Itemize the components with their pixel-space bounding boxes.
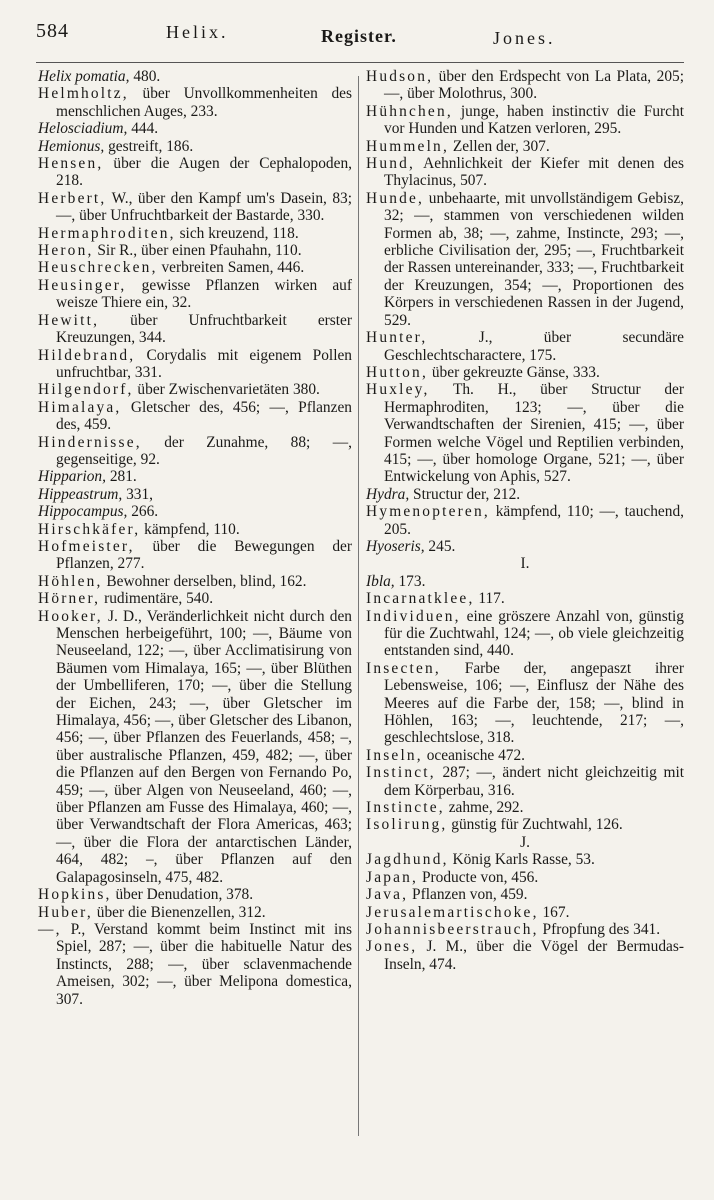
entry-headword: Jagdhund, [366,851,449,869]
index-entry [38,312,352,347]
entry-text: Structur der, 212. [409,485,521,503]
index-entry [366,921,684,938]
entry-headword: Hummeln, [366,137,450,155]
entry-headword: —, [38,920,62,938]
index-entry [38,277,352,312]
entry-headword: Hunter, [366,329,428,347]
index-entry [38,921,352,1008]
index-entry [366,103,684,138]
entry-headword: Herbert, [38,189,107,207]
entry-headword: Hydra, [366,485,410,503]
entry-headword: Hopkins, [38,886,112,904]
entry-headword: Hutton, [366,363,429,381]
index-entry [366,68,684,103]
entry-headword: Hildebrand, [38,346,136,364]
entry-text: W., über den Kampf um's Dasein, 83; —, über Unfruchtbarkeit der Bastarde, 330. [56,189,352,225]
entry-text: über die Bewegungen der Pflanzen, 277. [56,537,352,573]
index-entry [366,747,684,764]
entry-text: P., Verstand kommt beim Instinct mit ins Spiel, 287; —, über die habituelle Natur des Instincts, 288; —, über sclavenmachende Ameisen, 302; —, über Melipona domestica, 307. [56,920,352,1008]
entry-text: Sir R., über einen Pfauhahn, 110. [93,242,302,260]
entry-text: gestreift, 186. [104,137,194,155]
index-entry [366,816,684,833]
index-entry [38,190,352,225]
entry-text: über Zwischenvarietäten 380. [133,381,320,399]
index-entry [366,799,684,816]
header-rule [36,62,684,63]
entry-text: Aehnlichkeit der Kiefer mit denen des Thylacinus, 507. [384,155,684,190]
index-entry [38,381,352,398]
entry-text: über die Augen der Cephalopoden, 218. [56,155,352,190]
entry-text: 245. [424,537,456,555]
index-entry [38,225,352,242]
entry-headword: Hilgendorf, [38,381,134,399]
entry-headword: Instinct, [366,764,436,782]
entry-text: kämpfend, 110; —, tauchend, 205. [384,503,684,538]
entry-headword: Helmholtz, [38,85,129,103]
entry-text: 331, [122,485,154,503]
entry-text: zahme, 292. [444,799,524,817]
index-entry [366,364,684,381]
index-entry [366,869,684,886]
entry-headword: Hyoseris, [366,537,425,555]
entry-text: Farbe der, angepaszt ihrer Lebensweise, 106; —, Einflusz der Nähe des Meeres auf die Farbe der, 158; —, blind in Höhlen, 163; —, leuchtende, 217; —, geschlechtslose, 318. [384,659,684,747]
entry-headword: Hippocampus, [38,503,128,521]
index-entry [38,347,352,382]
entry-headword: Heron, [38,242,94,260]
entry-text: Th. H., über Structur der Hermaphroditen, 123; —, über die Verwandtschaften der Sirenien, 415; —, über Formen welche Vögel und Reptilien verbinden, 415; —, über homologe Organe, 521; —, über Entwickelung von Aphis, 527. [384,381,684,486]
index-entry [38,68,352,85]
index-entry [366,764,684,799]
entry-headword: Hymenopteren, [366,503,490,521]
entry-text: 167. [538,903,570,921]
entry-headword: Hipparion, [38,468,106,486]
entry-headword: Hooker, [38,607,103,625]
running-head-right: Jones. [493,28,556,48]
index-entry [38,468,352,485]
entry-text: 281. [105,468,137,486]
index-entry [38,886,352,903]
entry-text: J. D., Veränderlichkeit nicht durch den Menschen herbeigeführt, 100; —, Bäume von Neuseeland, 122; —, über Acclimatisirung von Bäumen vom Himalaya, 165; —, über Blüthen der Umbelliferen, 170; —, über die Stellung der Eichen, 243; —, über Gletscher im Himalaya, 456; —, über Gletscher des Libanon, 456; —, über Pflanzen des Feuerlands, 458; –, über australische Pflanzen, 459, 482; —, über die Pflanzen auf den Bergen von Fernando Po, 459; —, über Algen von Neuseeland, 460; —, über Pflanzen am Fusse des Himalaya, 460; —, über Verwandtschaft der Flora Americas, 463; —, über die Flora der antarctischen Länder, 464, 482; –, über Pflanzen auf den Galapagosinseln, 475, 482. [56,607,352,886]
entry-headword: Hemionus, [38,137,105,155]
entry-headword: Jones, [366,938,418,956]
index-entry [38,486,352,503]
entry-text: Pfropfung des 341. [538,920,661,938]
entry-text: unbehaarte, mit unvollständigem Gebisz, 32; —, stammen von verschiedenen wilden Formen ab, 38; —, zahme, Instincte, 293; —, erbliche Civilisation der, 295; —, Fruchtbarkeit der Rassen untereinander, 333; —, Fruchtbarkeit der Kreuzungen, 354; —, Proportionen des Körpers in verschiedenen Rassen in der Jugend, 529. [384,189,684,329]
index-entry [366,155,684,190]
index-entry [366,590,684,607]
entry-headword: Hund, [366,155,416,173]
entry-headword: Hühnchen, [366,102,453,120]
index-entry [38,434,352,469]
entry-headword: Huxley, [366,381,430,399]
entry-text: über Denudation, 378. [111,886,254,904]
entry-headword: Jerusalemartischoke, [366,903,539,921]
entry-text: 266. [127,503,159,521]
entry-headword: Ibla, [366,572,395,590]
index-entry [366,381,684,485]
entry-headword: Hunde, [366,189,425,207]
entry-text: Zellen der, 307. [449,137,550,155]
index-entry [38,155,352,190]
index-entry [366,538,684,555]
index-entry [38,503,352,520]
entry-text: junge, haben instinctiv die Furcht vor Hunden und Katzen verloren, 295. [384,102,684,138]
section-letter: I. [520,555,530,573]
index-entry [38,521,352,538]
entry-text: Corydalis mit eigenem Pollen unfruchtbar, 331. [56,346,352,381]
index-entry [366,904,684,921]
entry-headword: Heuschrecken, [38,259,158,277]
entry-text: König Karls Rasse, 53. [448,851,595,869]
entry-text: über den Erdspecht von La Plata, 205; —, über Molothrus, 300. [384,68,684,103]
index-entry [366,573,684,590]
right-column [366,68,684,973]
entry-headword: Hudson, [366,68,434,85]
entry-text: über die Bienenzellen, 312. [92,903,266,921]
entry-headword: Isolirung, [366,816,448,834]
entry-text: der Zunahme, 88; —, gegenseitige, 92. [56,433,352,468]
entry-headword: Hofmeister, [38,537,135,555]
index-entry [38,608,352,887]
index-entry [366,886,684,903]
index-entry [38,120,352,137]
entry-text: über Unvollkommenheiten des menschlichen Auges, 233. [56,85,352,120]
entry-headword: Japan, [366,868,419,886]
index-entry [38,904,352,921]
index-entry [38,573,352,590]
entry-headword: Hensen, [38,155,104,173]
entry-text: verbreiten Samen, 446. [157,259,305,277]
index-entry [366,851,684,868]
index-entry [366,329,684,364]
entry-headword: Huber, [38,903,93,921]
entry-text: 444. [127,120,159,138]
index-entry [366,138,684,155]
index-entry [366,486,684,503]
entry-text: über gekreuzte Gänse, 333. [428,363,600,381]
index-entry [38,138,352,155]
entry-headword: Individuen, [366,607,461,625]
entry-text: Bewohner derselben, blind, 162. [102,572,307,590]
left-column [38,68,352,1008]
entry-headword: Incarnatklee, [366,590,475,608]
index-entry [38,590,352,607]
entry-headword: Himalaya, [38,398,122,416]
index-entry [38,85,352,120]
index-entry [366,503,684,538]
index-entry [366,938,684,973]
entry-text: über Unfruchtbarkeit erster Kreuzungen, 344. [56,311,352,347]
entry-headword: Java, [366,886,409,904]
entry-text: kämpfend, 110. [140,520,240,538]
entry-headword: Hewitt, [38,311,100,329]
running-head-center: Register. [321,26,397,46]
entry-text: 480. [129,68,161,85]
index-entry [38,399,352,434]
entry-headword: Insecten, [366,659,441,677]
entry-headword: Hippeastrum, [38,485,123,503]
index-entry [38,538,352,573]
entry-text: rudimentäre, 540. [100,590,214,608]
entry-headword: Heusinger, [38,276,127,294]
index-entry [38,259,352,276]
entry-headword: Instincte, [366,799,445,817]
index-entry [366,660,684,747]
entry-text: oceanische 472. [422,746,526,764]
entry-text: 287; —, ändert nicht gleichzeitig mit dem Körperbau, 316. [384,764,684,799]
entry-text: Producte von, 456. [418,868,539,886]
entry-text: günstig für Zuchtwahl, 126. [447,816,623,834]
entry-headword: Helosciadium, [38,120,128,138]
entry-text: gewisse Pflanzen wirken auf weisze Thiere ein, 32. [56,276,352,312]
entry-text: J. M., über die Vögel der Bermudas-Inseln, 474. [384,938,684,973]
index-entry [366,190,684,329]
entry-headword: Hörner, [38,590,101,608]
entry-headword: Hermaphroditen, [38,224,176,242]
page-number: 584 [36,20,69,42]
entry-headword: Höhlen, [38,572,103,590]
entry-headword: Johannisbeerstrauch, [366,920,539,938]
entry-text: J., über secundäre Geschlechtscharactere, 175. [384,329,684,364]
entry-headword: Hirschkäfer, [38,520,141,538]
entry-headword: Hindernisse, [38,433,142,451]
entry-text: Gletscher des, 456; —, Pflanzen des, 459. [56,398,352,434]
entry-text: 117. [474,590,505,608]
entry-headword: Inseln, [366,746,423,764]
entry-text: eine gröszere Anzahl von, günstig für die Zuchtwahl, 124; —, ob viele gleichzeitig entstanden sind, 440. [384,607,684,660]
column-divider [358,76,359,1136]
entry-headword: Helix pomatia, [38,68,130,85]
entry-text: sich kreuzend, 118. [175,224,299,242]
page-header [36,20,684,50]
entry-text: Pflanzen von, 459. [408,886,528,904]
entry-text: 173. [394,572,426,590]
running-head-left: Helix. [166,22,229,42]
section-letter: J. [520,833,530,851]
index-entry [366,608,684,660]
index-entry [38,242,352,259]
